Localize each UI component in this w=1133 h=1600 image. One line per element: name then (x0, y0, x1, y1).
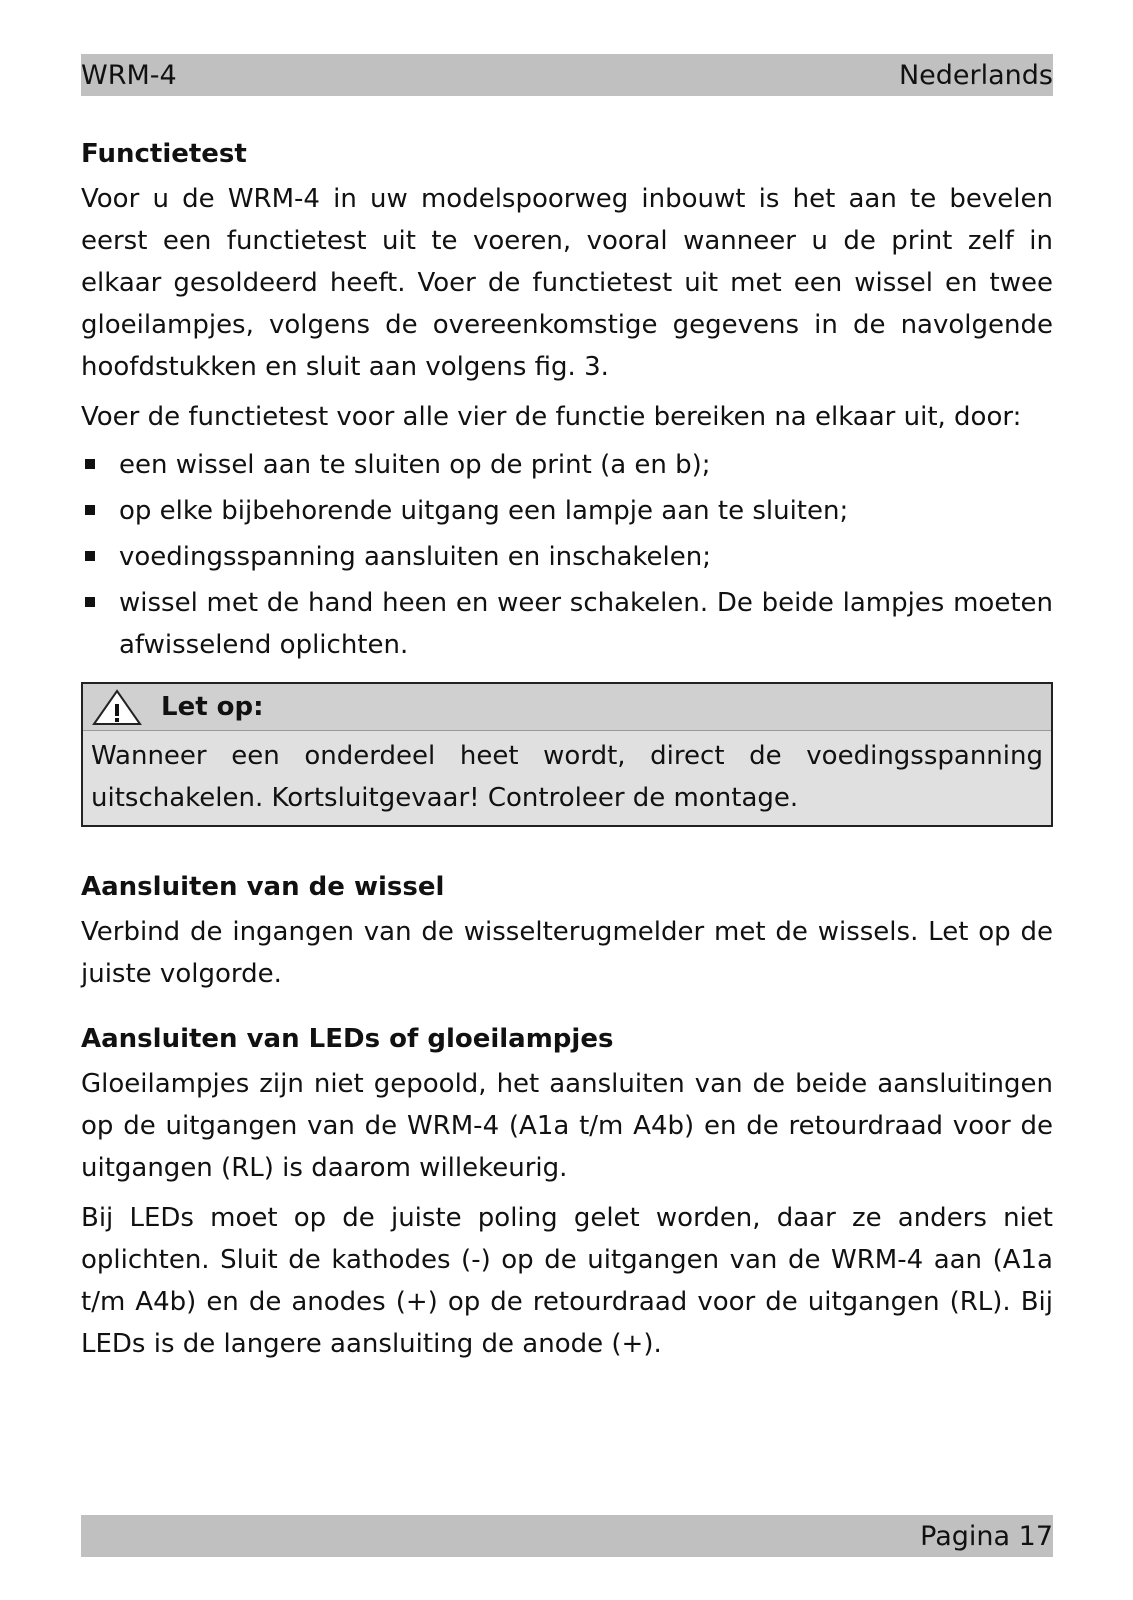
page-footer (81, 1515, 1053, 1557)
warning-triangle-icon (91, 688, 143, 726)
bullet-square-icon (85, 597, 95, 607)
leds-paragraph-2: Bij LEDs moet op de juiste poling gelet worden, daar ze anders niet oplichten. Sluit de kathodes (-) op de uitgangen van de WRM-4 aan (A1a t/m A4b) en de anodes (+) op de retourdraad voor de uitgangen (RL). Bij LEDs is de langere aansluiting de anode (+). (81, 1203, 1053, 1359)
section-title-leds: Aansluiten van LEDs of gloeilampjes (81, 1024, 614, 1054)
bullet-square-icon (85, 459, 95, 469)
functietest-steps-list (81, 444, 1053, 666)
section-title-wissel: Aansluiten van de wissel (81, 872, 445, 902)
page-header (81, 54, 1053, 96)
functietest-paragraph-2: Voer de functietest voor alle vier de functie bereiken na elkaar uit, door: (81, 402, 1022, 432)
page-number: Pagina 17 (920, 1520, 1053, 1552)
header-product: WRM-4 (81, 59, 177, 91)
list-item-text: een wissel aan te sluiten op de print (a en b); (119, 450, 711, 480)
list-item-text: op elke bijbehorende uitgang een lampje aan te sluiten; (119, 496, 849, 526)
leds-paragraph-1: Gloeilampjes zijn niet gepoold, het aansluiten van de beide aansluitingen op de uitgangen van de WRM-4 (A1a t/m A4b) en de retourdraad voor de uitgangen (RL) is daarom willekeurig. (81, 1069, 1053, 1183)
warning-title: Let op: (161, 692, 264, 722)
list-item (81, 444, 1053, 486)
functietest-paragraph-1: Voor u de WRM-4 in uw modelspoorweg inbouwt is het aan te bevelen eerst een functietest uit te voeren, vooral wanneer u de print zelf in elkaar gesoldeerd heeft. Voer de functietest uit met een wissel en twee gloeilampjes, volgens de overeenkomstige gegevens in de navolgende hoofdstukken en sluit aan volgens fig. 3. (81, 184, 1053, 382)
list-item (81, 490, 1053, 532)
warning-box (81, 682, 1053, 827)
warning-header (83, 684, 1051, 731)
list-item (81, 582, 1053, 666)
list-item-text: voedingsspanning aansluiten en inschakelen; (119, 542, 711, 572)
list-item (81, 536, 1053, 578)
page-content (81, 134, 1053, 1365)
wissel-paragraph: Verbind de ingangen van de wisselterugmelder met de wissels. Let op de juiste volgorde. (81, 917, 1053, 989)
bullet-square-icon (85, 551, 95, 561)
list-item-text: wissel met de hand heen en weer schakelen. De beide lampjes moeten afwisselend oplichten. (119, 588, 1053, 660)
header-language: Nederlands (898, 59, 1053, 91)
bullet-square-icon (85, 505, 95, 515)
section-title-functietest: Functietest (81, 139, 247, 169)
warning-text: Wanneer een onderdeel heet wordt, direct de voedingsspanning uitschakelen. Kortsluitgevaar! Controleer de montage. (91, 741, 1043, 813)
